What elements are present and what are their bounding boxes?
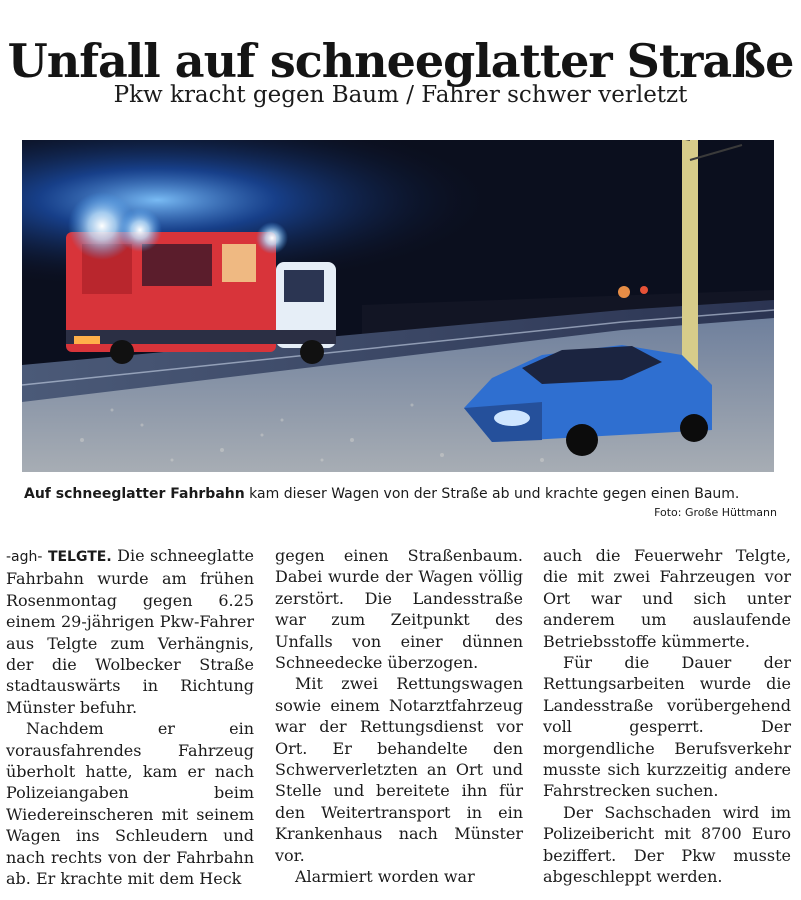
article-column-1: [6, 545, 254, 890]
article-column-2: [275, 545, 523, 888]
article-paragraph: auch die Feuerwehr Telgte, die mit zwei Fahrzeugen vor Ort war und sich unter anderem um auslaufende Betriebsstoffe kümmerte.: [543, 546, 791, 651]
article-paragraph: gegen einen Straßenbaum. Dabei wurde der Wagen völlig zerstört. Die Landesstraße war zum Zeitpunkt des Unfalls von einer dünnen Schneedecke überzogen.: [275, 546, 523, 673]
article-paragraph: Für die Dauer der Rettungsarbeiten wurde die Landesstraße vorübergehend voll gesperrt. Der morgendliche Berufsverkehr musste sich kurzzeitig andere Fahrstrecken suchen.: [543, 653, 791, 801]
article-paragraph: Der Sachschaden wird im Polizeibericht mit 8700 Euro beziffert. Der Pkw musste abgeschleppt werden.: [543, 802, 791, 887]
article-paragraph: [6, 545, 254, 718]
headline: Unfall auf schneeglatter Straße: [7, 33, 794, 88]
caption-lead: Auf schneeglatter Fahrbahn: [24, 486, 245, 502]
accident-photo: [22, 140, 774, 472]
article-paragraph: Alarmiert worden war: [295, 867, 475, 887]
photo-credit: Foto: Große Hüttmann: [654, 506, 777, 519]
article-column-3: [543, 545, 791, 888]
article-paragraph: Mit zwei Rettungswagen sowie einem Notarztfahrzeug war der Rettungsdienst vor Ort. Er behandelte den Schwerverletzten an Ort und Stelle und bereitete ihn für den Weitertransport in ein Krankenhaus nach Münster vor.: [275, 674, 523, 865]
author-kicker: -agh-: [6, 549, 43, 565]
article-paragraph: Nachdem er ein vorausfahrendes Fahrzeug überholt hatte, kam er nach Polizeiangaben beim Wiedereinscheren mit seinem Wagen ins Schleudern und nach rechts von der Fahrbahn ab. Er krachte mit dem Heck: [6, 719, 254, 889]
dateline-place: TELGTE.: [47, 549, 112, 565]
caption-text: kam dieser Wagen von der Straße ab und krachte gegen einen Baum.: [244, 486, 740, 502]
subheadline: Pkw kracht gegen Baum / Fahrer schwer verletzt: [113, 82, 688, 108]
photo-caption: [24, 484, 776, 504]
paragraph-text: Die schneeglatte Fahrbahn wurde am frühen Rosenmontag gegen 6.25 einem 29-jährigen Pkw-Fahrer aus Telgte zum Verhängnis, der die Wolbecker Straße stadtauswärts in Richtung Münster befuhr.: [6, 546, 254, 717]
